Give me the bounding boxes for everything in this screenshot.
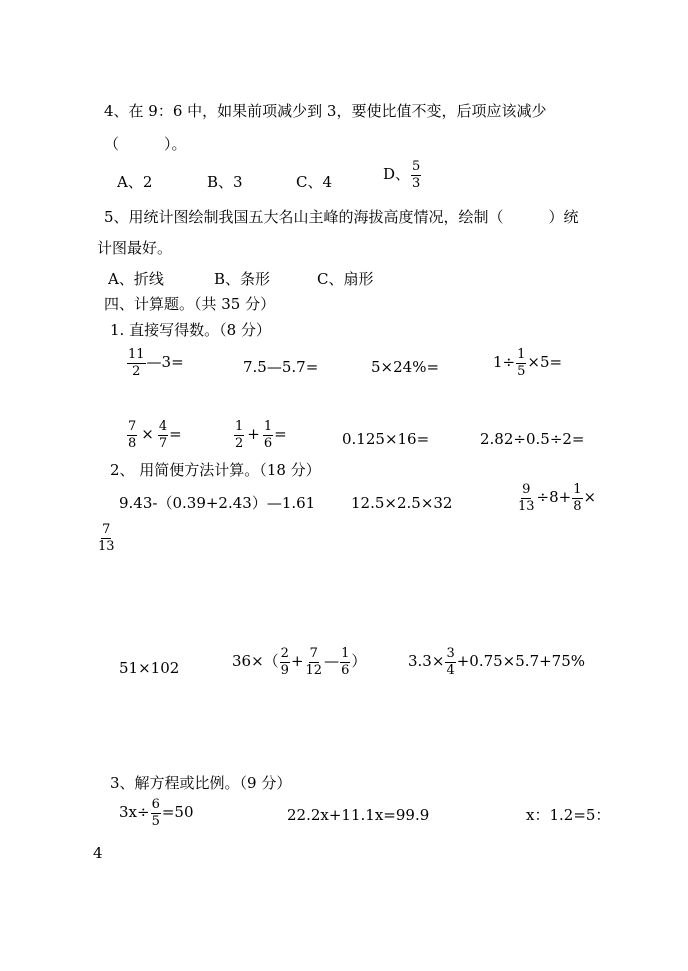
expr-text: =50 — [161, 803, 194, 822]
fraction — [97, 523, 116, 553]
denominator: 2 — [235, 435, 244, 451]
p1-expr8: 2.82÷0.5÷2= — [480, 430, 585, 448]
part3-title: 3、解方程或比例。（9 分） — [110, 774, 292, 792]
q5-line2: 计图最好。 — [97, 239, 173, 257]
expr-text: 3.3× — [408, 652, 445, 671]
denominator: 9 — [280, 662, 289, 678]
part2-title: 2、 用简便方法计算。（18 分） — [110, 461, 321, 479]
denominator: 8 — [128, 435, 137, 451]
denominator: 13 — [518, 498, 535, 514]
denominator: 6 — [341, 662, 350, 678]
numerator: 1 — [517, 347, 526, 362]
p1-expr4 — [493, 348, 562, 378]
fraction — [158, 420, 168, 450]
fraction — [263, 420, 273, 450]
fraction — [445, 647, 455, 677]
q4-option-d-prefix: D、 — [383, 165, 411, 184]
p3-equation3: x：1.2=5： — [526, 806, 611, 824]
denominator: 12 — [305, 662, 323, 678]
numerator: 1 — [341, 646, 350, 661]
fraction — [151, 798, 161, 828]
fraction — [127, 348, 146, 378]
fraction — [305, 647, 324, 677]
numerator: 7 — [102, 522, 111, 537]
denominator: 5 — [151, 813, 160, 829]
fraction — [572, 483, 582, 513]
numerator: 6 — [151, 797, 160, 812]
p2-expr2: 12.5×2.5×32 — [351, 494, 453, 512]
q5-option-b: B、条形 — [214, 270, 271, 288]
denominator: 2 — [132, 363, 141, 379]
denominator: 8 — [573, 498, 582, 514]
p2-expr6 — [408, 647, 585, 677]
numerator: 7 — [128, 419, 137, 434]
denominator: 13 — [98, 538, 115, 554]
p1-expr2: 7.5—5.7= — [243, 358, 319, 376]
p2-expr4: 51×102 — [119, 659, 180, 677]
fraction — [280, 647, 290, 677]
p1-expr6 — [233, 420, 287, 450]
q5-line1: 5、用统计图绘制我国五大名山主峰的海拔高度情况，绘制（ ）统 — [104, 208, 579, 226]
expr-text: ） — [351, 652, 367, 671]
p2-expr3-continued — [96, 523, 117, 553]
operator: × — [141, 425, 154, 444]
part1-title: 1. 直接写得数。（8 分） — [110, 321, 271, 339]
numerator: 5 — [412, 159, 421, 174]
p1-expr5 — [126, 420, 182, 450]
numerator: 2 — [280, 646, 289, 661]
denominator: 3 — [412, 175, 421, 191]
q5-option-a: A、折线 — [108, 270, 164, 288]
fraction — [517, 483, 536, 513]
numerator: 9 — [522, 482, 531, 497]
expr-text: +0.75×5.7+75% — [456, 652, 586, 671]
operator: — — [324, 652, 340, 671]
q4-option-d-fraction — [411, 160, 421, 190]
numerator: 3 — [446, 646, 455, 661]
p2-expr1: 9.43-（0.39+2.43）—1.61 — [119, 494, 316, 512]
denominator: 5 — [517, 363, 526, 379]
q4-option-c: C、4 — [296, 173, 333, 191]
expr-text: = — [274, 425, 287, 444]
numerator: 1 — [263, 419, 273, 434]
q4-option-a: A、2 — [117, 173, 153, 191]
expr-text: 36×（ — [232, 652, 279, 671]
denominator: 6 — [263, 435, 273, 451]
p1-expr1 — [126, 348, 184, 378]
fraction — [127, 420, 137, 450]
p3-equation2: 22.2x+11.1x=99.9 — [287, 806, 430, 824]
q5-option-c: C、扇形 — [317, 270, 374, 288]
q4-line2: （ ）。 — [104, 135, 187, 153]
q4-option-b: B、3 — [207, 173, 243, 191]
operator: + — [247, 425, 260, 444]
numerator: 11 — [128, 347, 145, 362]
fraction — [516, 348, 526, 378]
expr-text: = — [169, 425, 182, 444]
numerator: 1 — [235, 419, 244, 434]
expr-text: 3x÷ — [119, 803, 150, 822]
expr-text: ÷8+ — [536, 488, 572, 507]
p3-equation1 — [119, 798, 194, 828]
numerator: 1 — [573, 482, 582, 497]
denominator: 7 — [158, 435, 168, 451]
fraction — [340, 647, 350, 677]
expr-text: —3= — [146, 353, 184, 372]
q4-line1: 4、在 9：6 中，如果前项减少到 3，要使比值不变，后项应该减少 — [104, 102, 547, 120]
p2-expr3 — [516, 483, 596, 513]
q4-option-d — [383, 160, 422, 190]
expr-text: ×5= — [527, 353, 563, 372]
operator: + — [290, 652, 304, 671]
p1-expr3: 5×24%= — [371, 358, 440, 376]
denominator: 4 — [446, 662, 455, 678]
expr-text: × — [583, 488, 597, 507]
p3-equation3-continued: 4 — [93, 844, 103, 862]
p1-expr7: 0.125×16= — [342, 430, 430, 448]
section-title: 四、计算题。（共 35 分） — [104, 295, 276, 313]
expr-text: 1÷ — [493, 353, 516, 372]
numerator: 7 — [309, 646, 318, 661]
p2-expr5 — [232, 647, 366, 677]
numerator: 4 — [158, 419, 168, 434]
fraction — [234, 420, 244, 450]
